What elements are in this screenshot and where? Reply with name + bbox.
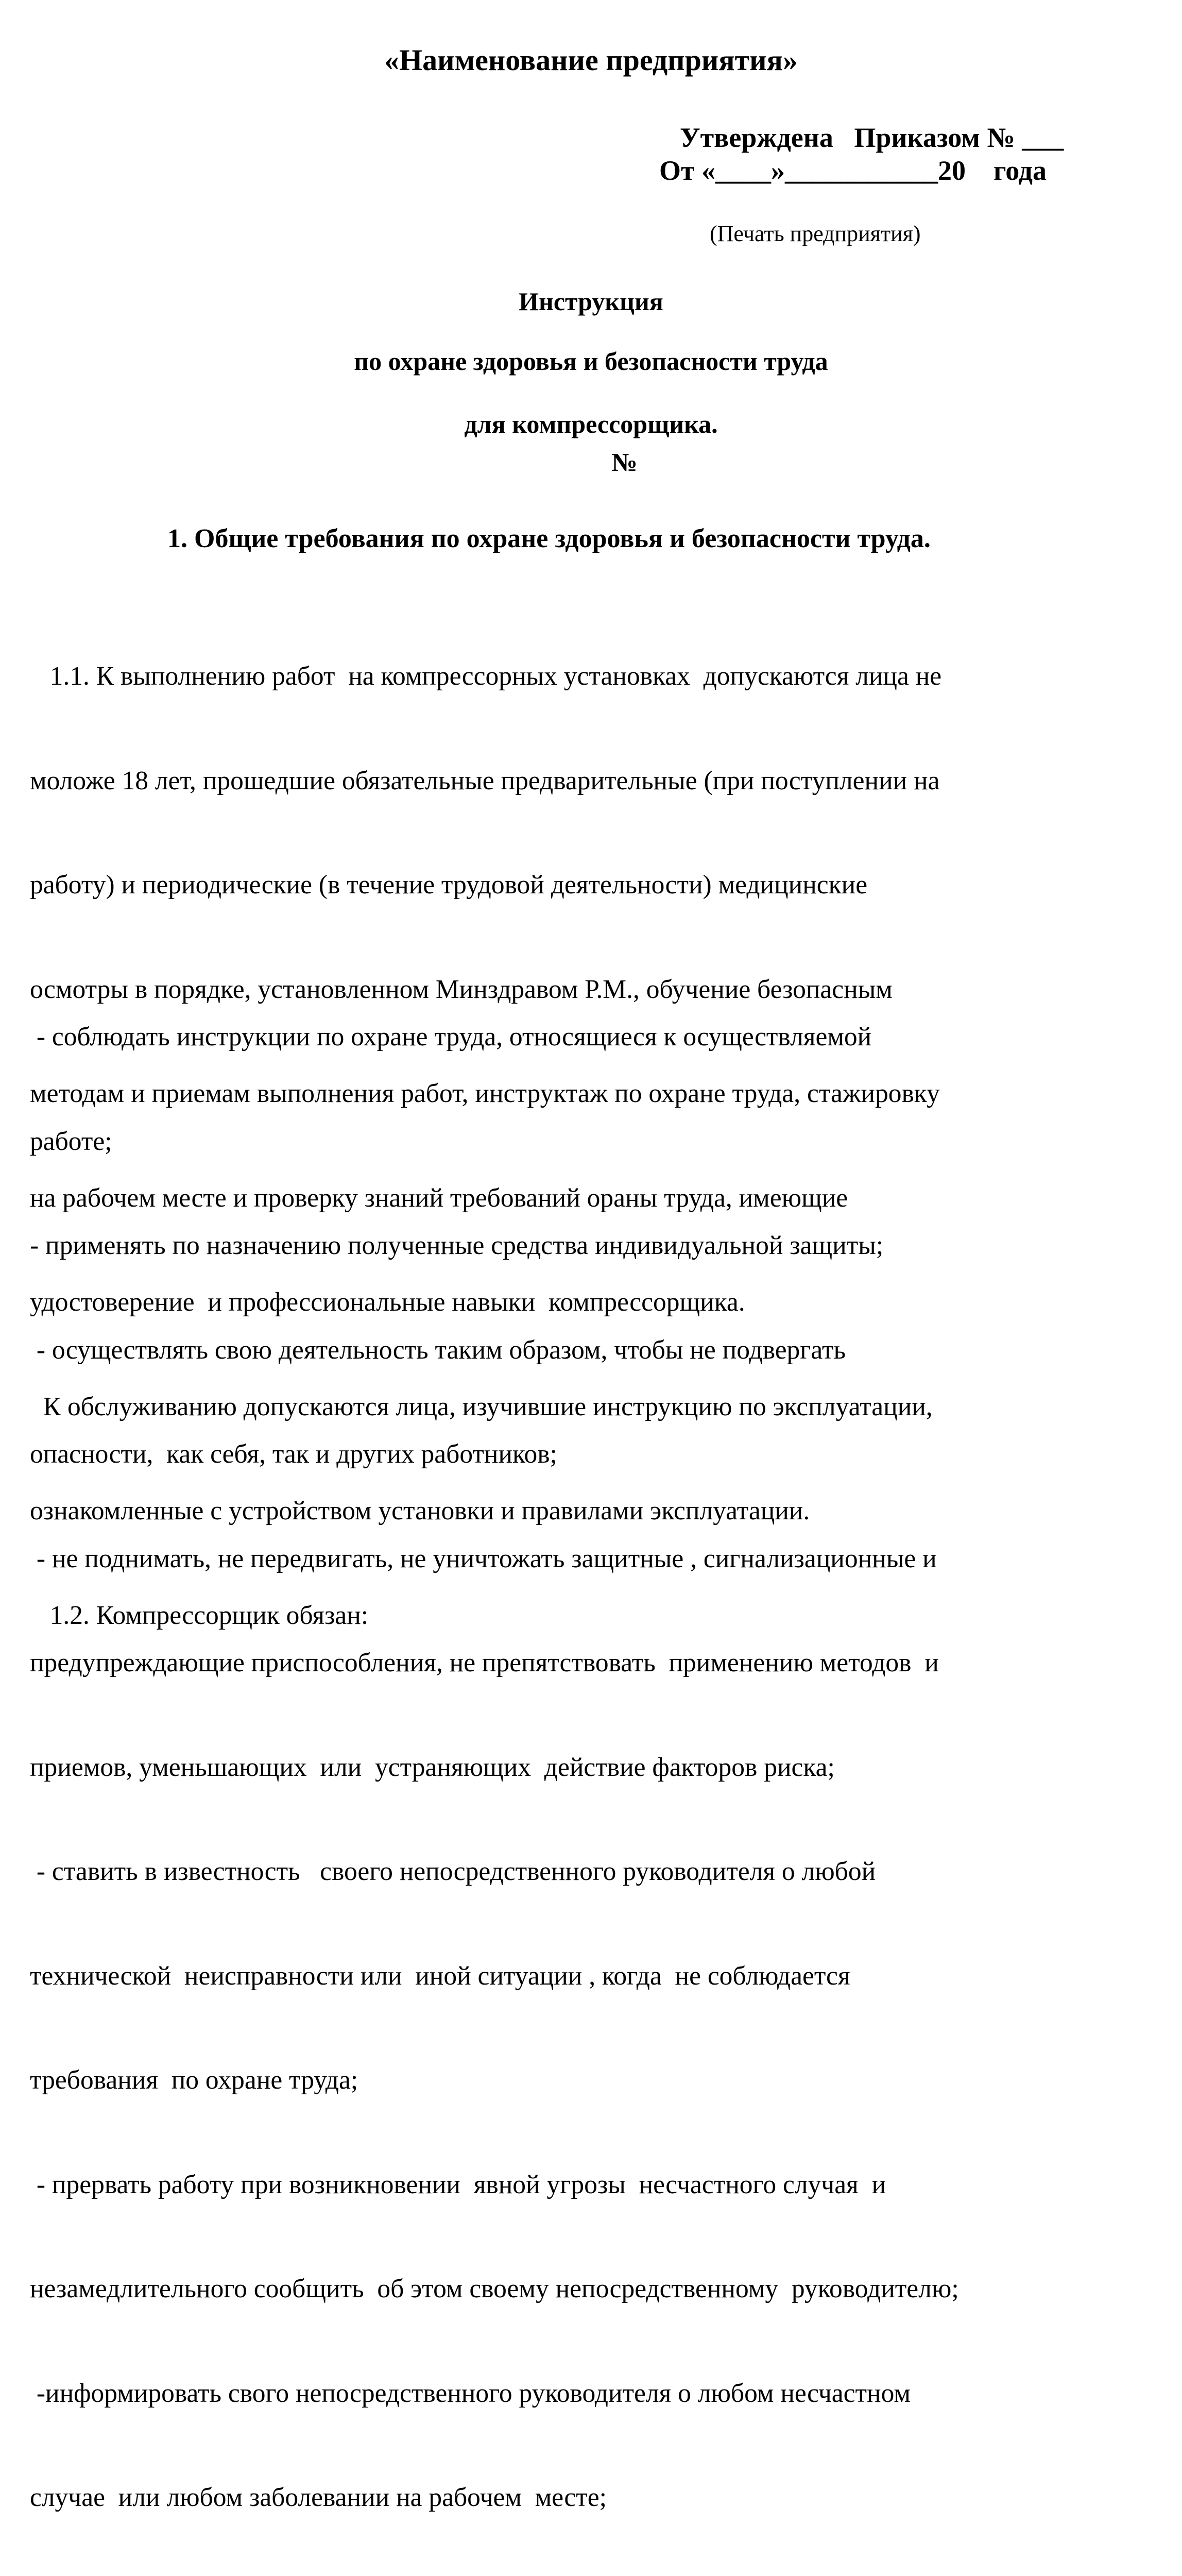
list-item: - не поднимать, не передвигать, не уничтожать защитные , сигнализационные и [30,1544,937,1573]
text-line: ознакомленные с устройством установки и правилами эксплуатации. [30,1496,810,1526]
text-line: методам и приемам выполнения работ, инструктаж по охране труда, стажировку [30,1079,940,1108]
text-line: на рабочем месте и проверку знаний требований ораны труда, имеющие [30,1183,848,1213]
list-item: -информировать свого непосредственного руководителя о любом несчастном [30,2378,911,2408]
list-item: случае или любом заболевании на рабочем месте; [30,2483,607,2512]
list-item: - ставить в известность своего непосредственного руководителя о любой [30,1857,876,1886]
text-line: работу) и периодические (в течение трудовой деятельности) медицинские [30,870,868,900]
section-heading: 1. Общие требования по охране здоровья и безопасности труда. [167,524,931,553]
list-item: опасности, как себя, так и других работников; [30,1439,557,1469]
list-item: - применять по назначению полученные средства индивидуальной защиты; [30,1231,884,1260]
list-item: - осуществлять свою деятельность таким образом, чтобы не подвергать [30,1335,846,1365]
list-item: - соблюдать инструкции по охране труда, относящиеся к осуществляемой [30,1022,872,1052]
doc-subtitle-role: для компрессорщика. [464,410,718,438]
approval-line-order: Утверждена Приказом № ___ [680,122,1064,153]
list-item: - прервать работу при возникновении явной угрозы несчастного случая и [30,2170,886,2199]
doc-subtitle-topic: по охране здоровья и безопасности труда [354,347,828,376]
seal-placeholder: (Печать предприятия) [710,221,921,246]
list-item: работе; [30,1126,112,1156]
list-item: незамедлительного сообщить об этом своему непосредственному руководителю; [30,2274,959,2303]
list-item: предупреждающие приспособления, не препятствовать применению методов и [30,1648,939,1677]
text-line: К обслуживанию допускаются лица, изучившие инструкцию по эксплуатации, [30,1392,933,1421]
text-line: 1.1. К выполнению работ на компрессорных установках допускаются лица не [30,662,942,691]
duties-list [30,950,1153,2576]
company-name: «Наименование предприятия» [384,43,798,77]
list-item: требования по охране труда; [30,2065,358,2095]
approval-line-date: От «____»___________20 года [659,155,1047,186]
text-line: осмотры в порядке, установленном Минздравом Р.М., обучение безопасным [30,974,893,1004]
text-line: моложе 18 лет, прошедшие обязательные предварительные (при поступлении на [30,766,940,795]
list-item: приемов, уменьшающих или устраняющих действие факторов риска; [30,1752,835,1782]
text-line: 1.2. Компрессорщик обязан: [30,1600,369,1630]
doc-title: Инструкция [519,287,663,316]
list-item: технической неисправности или иной ситуации , когда не соблюдается [30,1961,850,1991]
doc-number: № [611,448,638,477]
text-line: удостоверение и профессиональные навыки компрессорщика. [30,1287,745,1317]
